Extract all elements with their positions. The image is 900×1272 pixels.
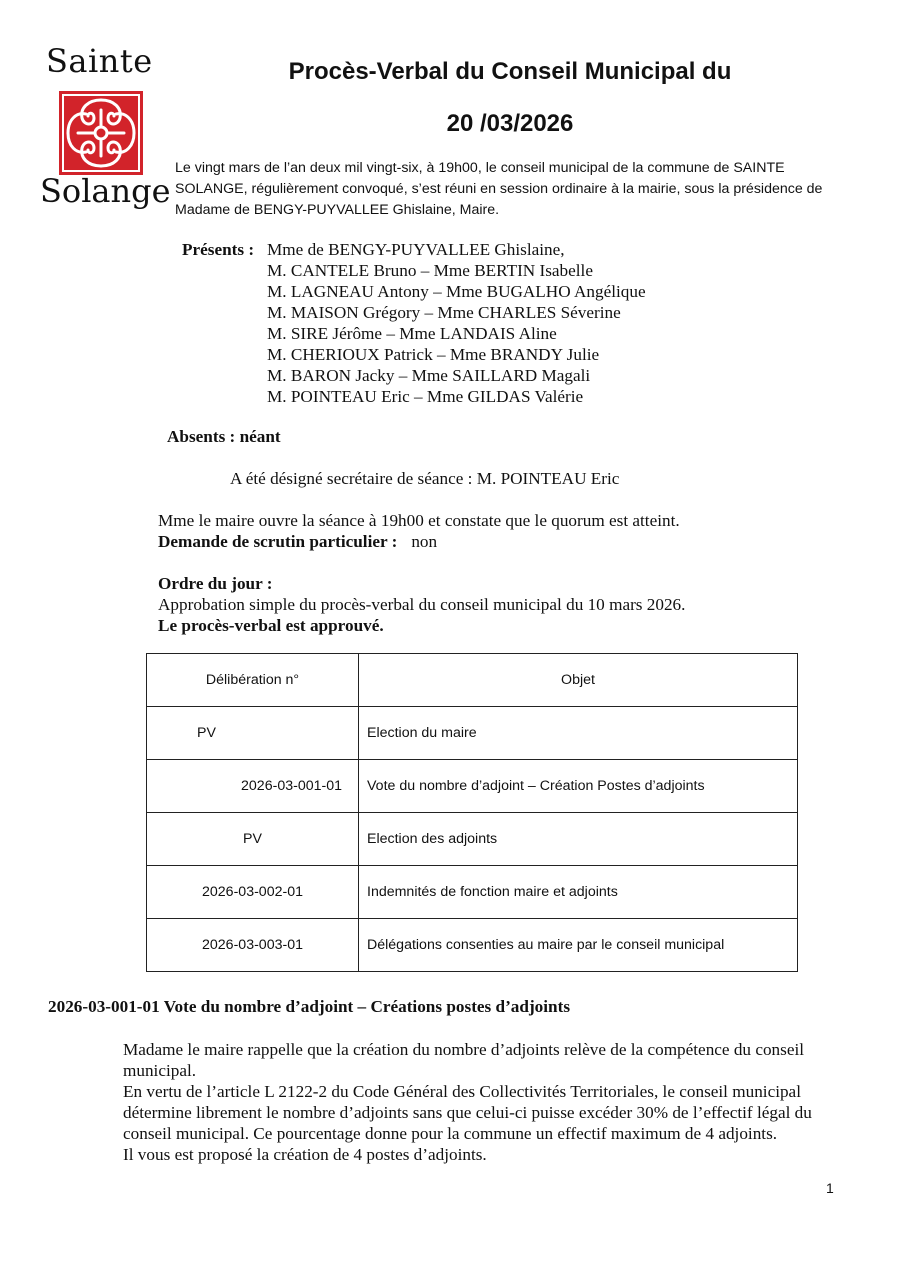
section-paragraph: Il vous est proposé la création de 4 postes d’adjoints. (123, 1145, 487, 1164)
table-row (147, 760, 798, 813)
section-paragraph: Madame le maire rappelle que la création du nombre d’adjoints relève de la compétence du conseil municipal. (123, 1040, 805, 1080)
ordre-du-jour-label: Ordre du jour : (158, 574, 273, 593)
column-header-numero: Délibération n° (147, 654, 359, 707)
table-header-row (147, 654, 798, 707)
section-paragraph: En vertu de l’article L 2122-2 du Code Général des Collectivités Territoriales, le conseil municipal détermine librement le nombre d’adjoints sans que celui-ci puisse excéder 30% de l’effectif légal du conseil municipal. Ce pourcentage donne pour la commune un effectif maximum de 4 adjoints. (123, 1082, 812, 1143)
list-item: M. CANTELE Bruno – Mme BERTIN Isabelle (267, 261, 593, 280)
deliberation-number: 2026-03-001-01 (147, 760, 359, 813)
deliberation-objet: Election des adjoints (359, 813, 798, 866)
presents-label: Présents : (182, 240, 255, 259)
scrutin-label: Demande de scrutin particulier : (158, 532, 398, 551)
table-row (147, 866, 798, 919)
section-body (123, 1039, 838, 1165)
deliberation-objet: Délégations consenties au maire par le conseil municipal (359, 919, 798, 972)
absents-line: Absents : néant (167, 427, 281, 446)
logo-emblem-icon (58, 90, 144, 176)
intro-paragraph: Le vingt mars de l’an deux mil vingt-six, à 19h00, le conseil municipal de la commune de SAINTE SOLANGE, régulièrement convoqué, s’est réuni en session ordinaire à la mairie, sous la présidence de Madame de BENGY-PUYVALLEE Ghislaine, Maire. (175, 160, 823, 218)
presents-list (267, 239, 646, 407)
deliberation-number: 2026-03-002-01 (147, 866, 359, 919)
scrutin-value: non (411, 532, 438, 551)
page-number: 1 (826, 1180, 834, 1196)
list-item: M. LAGNEAU Antony – Mme BUGALHO Angélique (267, 282, 646, 301)
list-item: M. POINTEAU Eric – Mme GILDAS Valérie (267, 387, 584, 406)
page-title: Procès-Verbal du Conseil Municipal du (288, 58, 732, 85)
column-header-objet: Objet (359, 654, 798, 707)
logo-word-sainte: Sainte (46, 42, 153, 80)
deliberations-table (146, 653, 798, 972)
scrutin-line (158, 531, 437, 552)
table-row (147, 813, 798, 866)
list-item: Mme de BENGY-PUYVALLEE Ghislaine, (267, 240, 565, 259)
section-title: 2026-03-001-01 Vote du nombre d’adjoint – Créations postes d’adjoints (48, 997, 571, 1016)
logo-word-solange: Solange (40, 172, 171, 210)
deliberation-number: PV (147, 707, 359, 760)
ordre-du-jour-result: Le procès-verbal est approuvé. (158, 616, 384, 635)
list-item: M. BARON Jacky – Mme SAILLARD Magali (267, 366, 591, 385)
commune-logo (38, 42, 170, 217)
list-item: M. CHERIOUX Patrick – Mme BRANDY Julie (267, 345, 600, 364)
deliberation-objet: Indemnités de fonction maire et adjoints (359, 866, 798, 919)
table-row (147, 919, 798, 972)
ordre-du-jour-text: Approbation simple du procès-verbal du conseil municipal du 10 mars 2026. (158, 595, 686, 614)
secretaire-line: A été désigné secrétaire de séance : M. POINTEAU Eric (230, 469, 620, 488)
deliberation-objet: Vote du nombre d’adjoint – Création Postes d’adjoints (359, 760, 798, 813)
list-item: M. MAISON Grégory – Mme CHARLES Séverine (267, 303, 621, 322)
deliberation-number: 2026-03-003-01 (147, 919, 359, 972)
list-item: M. SIRE Jérôme – Mme LANDAIS Aline (267, 324, 557, 343)
ouverture-line: Mme le maire ouvre la séance à 19h00 et constate que le quorum est atteint. (158, 511, 680, 530)
deliberation-number: PV (147, 813, 359, 866)
deliberation-objet: Election du maire (359, 707, 798, 760)
page-title-date: 20 /03/2026 (446, 110, 574, 137)
table-row (147, 707, 798, 760)
